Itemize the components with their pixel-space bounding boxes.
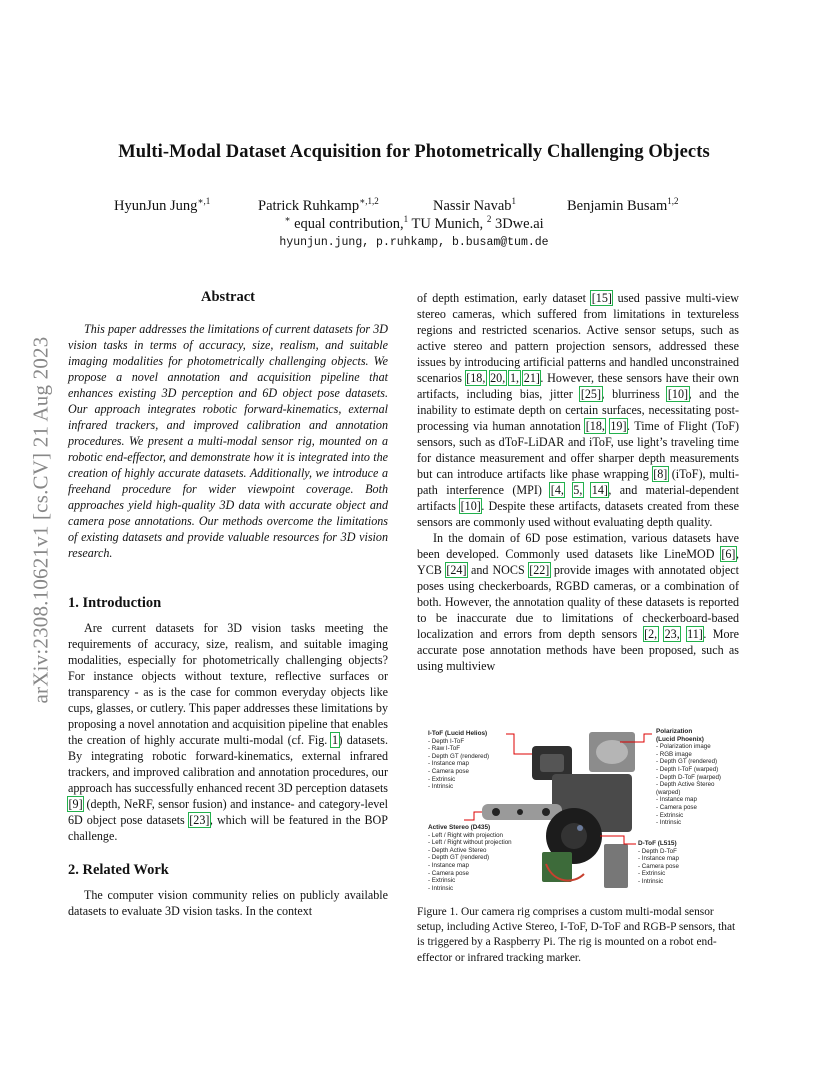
mount-plate [604, 844, 628, 888]
introduction-paragraph [68, 620, 388, 844]
figure-label-item: (warped) [656, 788, 681, 796]
citation-link[interactable]: 21] [523, 371, 540, 385]
affil-star: ∗ [284, 214, 291, 224]
intro-text: (depth, NeRF, sensor fusion) and instance- and category-level 6D object pose datasets [68, 797, 388, 827]
affil-sup-2: 2 [486, 214, 492, 224]
body-text: , YCB [417, 547, 739, 577]
figure-label-item: - Left / Right without projection [428, 839, 512, 847]
stereo-projector [517, 809, 523, 815]
citation-link[interactable]: [24] [446, 563, 467, 577]
author-list [0, 196, 828, 214]
citation-link[interactable]: [4, [550, 483, 564, 497]
figure-label-item: - Depth I-ToF (warped) [656, 765, 719, 773]
figure-label-item: - Intrinsic [656, 819, 682, 827]
stereo-pointer-line [464, 812, 482, 820]
figure-reference-link[interactable]: 1 [331, 733, 339, 747]
citation-link[interactable]: [2, [644, 627, 658, 641]
citation-link[interactable]: [23] [189, 813, 210, 827]
citation-link[interactable]: 1, [509, 371, 520, 385]
introduction-heading: 1. Introduction [68, 595, 162, 611]
affiliations [0, 214, 828, 233]
affil-3dwe: 3Dwe.ai [494, 216, 544, 232]
citation-link[interactable]: [15] [591, 291, 612, 305]
pose-paragraph [417, 530, 739, 674]
dtof-title: D-ToF (L515) [638, 840, 677, 847]
figure-label-item: - Intrinsic [638, 877, 664, 885]
author-4 [567, 196, 679, 215]
arxiv-identifier: arXiv:2308.10621v1 [cs.CV] 21 Aug 2023 [28, 336, 53, 704]
body-text: . Despite these artifacts, datasets created from these sensors are commonly used without evaluating depth quality. [417, 499, 739, 529]
body-text: . However, these sensors have their own artifacts, including bias, jitter [417, 371, 739, 401]
figure-label-item: - Camera pose [638, 862, 679, 870]
figure-label-item: - Polarization image [656, 743, 711, 751]
figure-1 [424, 724, 739, 900]
figure-label-item: - Instance map [656, 796, 697, 804]
figure-label-item: - Instance map [428, 760, 469, 768]
affil-equal: equal contribution, [294, 216, 404, 232]
figure-1-caption: Figure 1. Our camera rig comprises a custom multi-modal sensor setup, including Active Stereo, I-ToF, D-ToF and RGB-P sensors, that is triggered by a Raspberry Pi. The rig is mounted on a robot end-effector or infrared tracking marker. [417, 906, 736, 964]
figure-label-item: - Extrinsic [428, 775, 456, 783]
stereo-lens-left [492, 808, 500, 816]
author-1 [114, 196, 210, 215]
figure-label-item: - Depth Active Stereo [656, 781, 715, 789]
figure-label-item: - Camera pose [428, 869, 469, 877]
stereo-label [428, 824, 512, 892]
author-emails: hyunjun.jung, p.ruhkamp, b.busam@tum.de [279, 236, 549, 249]
figure-label-item: - Depth GT (rendered) [428, 752, 490, 760]
polarization-lens [596, 740, 628, 764]
figure-label-item: - Depth I-ToF [428, 737, 465, 745]
author-name: Patrick Ruhkamp [258, 198, 360, 214]
body-text: In the domain of 6D pose estimation, various datasets have been developed. Commonly used datasets like LineMOD [417, 531, 739, 561]
polarization-title: Polarization [656, 728, 693, 735]
figure-label-item: - Extrinsic [638, 870, 666, 878]
intro-text: ) datasets. By integrating robotic forward-kinematics, external infrared trackers, and improved calibration and annotation procedures, our approach has successfully enhanced recent 3D perception datasets [68, 733, 389, 795]
citation-link[interactable]: 23, [664, 627, 680, 641]
right-column [417, 290, 739, 674]
citation-link[interactable]: [22] [529, 563, 550, 577]
figure-label-item: - Instance map [428, 861, 469, 869]
citation-link[interactable]: [18, [466, 371, 486, 385]
citation-link[interactable]: 11] [687, 627, 703, 641]
citation-link[interactable]: 14] [591, 483, 608, 497]
author-affil-marker: ∗,1 [197, 196, 211, 206]
figure-label-item: - Depth GT (rendered) [428, 854, 490, 862]
citation-link[interactable]: [9] [68, 797, 83, 811]
polarization-subtitle: (Lucid Phoenix) [656, 735, 704, 743]
figure-label-item: - Intrinsic [428, 783, 454, 791]
polarization-label [656, 728, 721, 827]
body-text: , and the inability to estimate depth on certain surfaces, necessitating post-processing via human annotation [417, 387, 739, 433]
paper-title: Multi-Modal Dataset Acquisition for Photometrically Challenging Objects [118, 142, 710, 162]
figure-label-item: - Depth D-ToF (warped) [656, 773, 721, 781]
itof-label [428, 730, 489, 791]
itof-title: I-ToF (Lucid Helios) [428, 730, 488, 737]
citation-link[interactable]: [10] [667, 387, 689, 401]
abstract-text: This paper addresses the limitations of current datasets for 3D vision tasks in terms of accuracy, size, realism, and suitable imaging modalities for photometrically challenging objects. We propose a novel annotation and acquisition pipeline that enhances existing 3D perception and 6D object pose datasets. Our approach integrates robotic forward-kinematics, external infrared trackers, and improved calibration and annotation procedures. We present a multi-modal sensor rig, mounted on a robotic end-effector, and demonstrate how it is integrated into the creation of highly accurate datasets. Additionally, we introduce a freehand procedure for wider viewpoint coverage. Both approaches yield high-quality 3D data with accurate object and camera pose annotations. Our methods overcome the limitations of existing datasets and provide valuable resources for 3D vision research. [68, 322, 388, 560]
citation-link[interactable]: [18, [585, 419, 605, 433]
itof-items [428, 738, 489, 791]
intro-text: , which will be featured in the BOP challenge. [68, 813, 388, 843]
abstract-heading: Abstract [201, 289, 255, 305]
arxiv-sidebar [24, 280, 58, 760]
author-affil-marker: 1 [511, 196, 517, 206]
citation-link[interactable]: [10] [460, 499, 481, 513]
body-text: provide images with annotated object poses using checkerboards, RGBD cameras, or a combination of both. However, the annotation quality of these datasets is reported to be inaccurate due to limitations of checkerboard-based localization and errors from depth sensors [417, 563, 739, 641]
figure-label-item: - Depth D-ToF [638, 847, 677, 855]
figure-label-item: - Extrinsic [428, 877, 456, 885]
figure-label-item: - RGB image [656, 750, 692, 758]
citation-link[interactable]: [25] [580, 387, 601, 401]
citation-link[interactable]: [6] [721, 547, 736, 561]
body-text: and NOCS [471, 563, 525, 577]
author-affil-marker: ∗,1,2 [359, 196, 379, 206]
dtof-pointer-line [600, 836, 636, 844]
related-work-paragraph: The computer vision community relies on publicly available datasets to evaluate 3D vision tasks. In the context [68, 888, 388, 918]
intro-text: Are current datasets for 3D vision tasks meeting the requirements of accuracy, size, realism, and suitable imaging modalities, especially for photometrically challenging objects? For instance objects without texture, reflective surfaces or transparency - as is the case for common everyday objects like cups, glasses, or cutlery. This paper addresses these limitations by proposing a novel annotation and acquisition pipeline that enables the creation of highly accurate multi-modal (cf. Fig. [68, 621, 388, 747]
figure-label-item: - Left / Right with projection [428, 831, 503, 839]
stereo-lens-right [542, 808, 550, 816]
affil-sup-1: 1 [403, 214, 409, 224]
body-text: . More accurate pose annotation methods have been proposed, such as using multiview [417, 627, 739, 673]
depth-paragraph [417, 290, 739, 530]
author-name: Nassir Navab [433, 198, 512, 214]
figure-label-item: - Depth GT (rendered) [656, 758, 718, 766]
left-column [68, 289, 388, 919]
figure-label-item: - Instance map [638, 855, 679, 863]
author-3 [433, 196, 516, 215]
dtof-lens-highlight [577, 825, 583, 831]
dtof-items [638, 848, 679, 886]
body-text: used passive multi-view stereo cameras, which suffered from limitations in textureless regions and restricted scenarios. Active sensor setups, such as active stereo and pattern projection sensors, addressed these issues by introducing artificial patterns and handled unconstrained scenarios [417, 291, 739, 385]
body-text: (iToF), multi-path interference (MPI) [417, 467, 739, 497]
dtof-lens [561, 823, 587, 849]
polarization-items [656, 743, 721, 827]
author-affil-marker: 1,2 [667, 196, 679, 206]
figure-label-item: - Depth Active Stereo [428, 846, 487, 854]
citation-link[interactable]: 20, [490, 371, 506, 385]
dtof-label [638, 840, 679, 886]
itof-lens [540, 754, 564, 772]
figure-label-item: - Raw I-ToF [428, 745, 460, 753]
author-2 [258, 196, 379, 215]
related-work-heading: 2. Related Work [68, 862, 169, 878]
body-text: of depth estimation, early dataset [417, 291, 587, 305]
figure-label-item: - Intrinsic [428, 884, 454, 892]
citation-link[interactable]: 5, [573, 483, 583, 497]
stereo-items [428, 832, 512, 893]
itof-pointer-line [506, 734, 532, 754]
figure-label-item: - Camera pose [656, 803, 697, 811]
affil-tum: TU Munich, [411, 216, 484, 232]
figure-label-item: - Camera pose [428, 767, 469, 775]
citation-link[interactable]: 19] [610, 419, 627, 433]
body-text: , blurriness [601, 387, 660, 401]
figure-label-item: - Extrinsic [656, 811, 684, 819]
author-name: HyunJun Jung [114, 198, 198, 214]
body-text: . Time of Flight (ToF) sensors, such as dToF-LiDAR and iToF, use light’s traveling time for distance measurement and offer sharper depth measurements but can introduce artifacts like phase wrapping [417, 419, 739, 481]
body-text: , and material-dependent artifacts [417, 483, 739, 513]
citation-link[interactable]: [8] [653, 467, 668, 481]
stereo-title: Active Stereo (D435) [428, 824, 491, 831]
author-name: Benjamin Busam [567, 198, 668, 214]
